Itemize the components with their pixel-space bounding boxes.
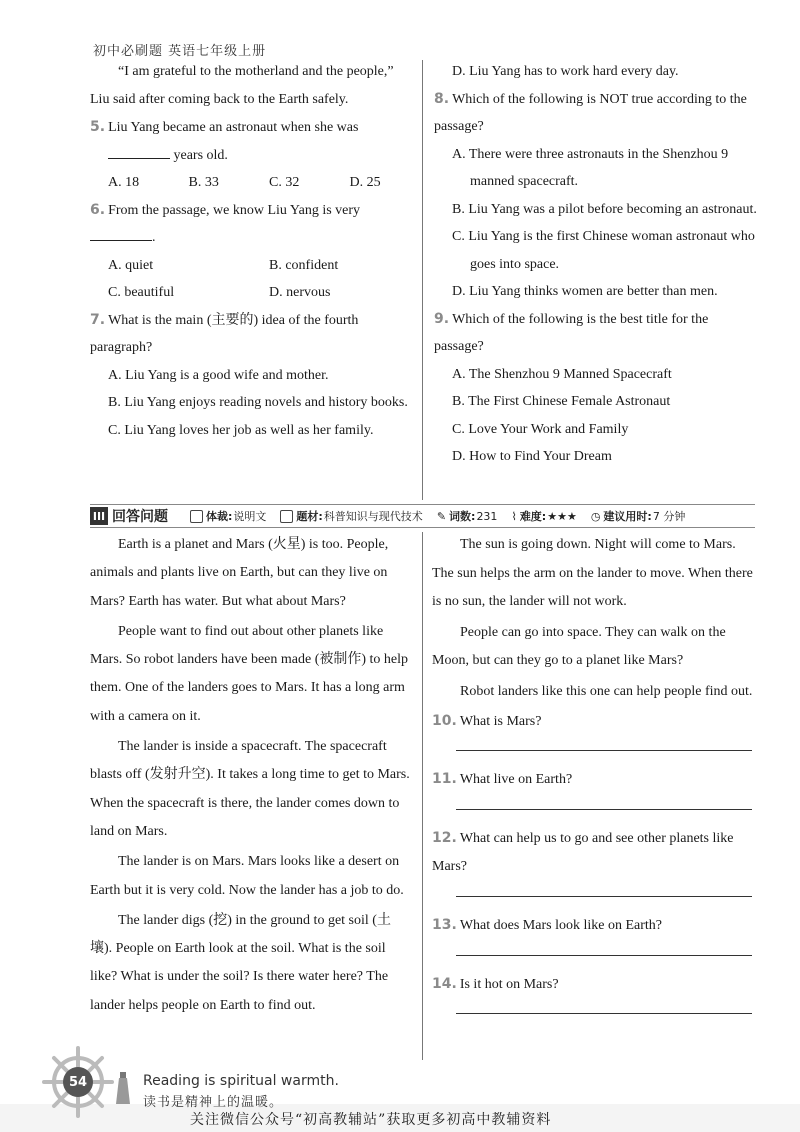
clock-icon: ◷ <box>590 509 601 523</box>
option-b[interactable]: B. The First Chinese Female Astronaut <box>452 394 671 409</box>
page-number: 54 <box>63 1067 93 1097</box>
section-header-bar <box>90 504 755 528</box>
section-badge: III <box>90 507 108 525</box>
options-row <box>90 169 412 197</box>
question-number: 9. <box>434 310 450 327</box>
chart-icon: ⌇ <box>511 509 517 523</box>
question-7 <box>90 307 412 362</box>
answer-line[interactable] <box>456 1013 752 1014</box>
passage-right-column <box>432 531 758 1014</box>
passage-paragraph: Earth is a planet and Mars (火星) is too. People, animals and plants live on Earth, but can they live on Mars? Earth has water. But what about Mars? <box>90 537 389 609</box>
question-6: 6. From the passage, we know Liu Yang is very . <box>90 201 361 245</box>
difficulty-meta: ⌇ 难度: ★★★ <box>511 509 577 523</box>
option-b[interactable]: B. Liu Yang enjoys reading novels and history books. <box>108 395 408 410</box>
question-10: 10. What is Mars? <box>432 712 542 729</box>
question-8 <box>434 86 760 141</box>
genre-meta: 体裁: 说明文 <box>190 508 266 524</box>
option-d[interactable]: D. 25 <box>349 175 381 190</box>
passage-paragraph: Robot landers like this one can help people find out. <box>460 683 753 699</box>
question-5-cont: years old. <box>90 142 412 170</box>
picture-icon <box>280 510 293 523</box>
motto-chinese: 读书是精神上的温暖。 <box>143 1095 284 1110</box>
question-13: 13. What does Mars look like on Earth? <box>432 916 662 933</box>
question-stem: From the passage, we know Liu Yang is very <box>108 202 361 218</box>
question-stem: What is the main (主要的) idea of the fourth paragraph? <box>90 312 359 355</box>
option-a[interactable]: A. There were three astronauts in the Shenzhou 9 manned spacecraft. <box>452 146 729 189</box>
passage-quote: “I am grateful to the motherland and the people,” Liu said after coming back to the Earth safely. <box>90 64 394 107</box>
question-9 <box>434 306 760 361</box>
lighthouse-icon <box>112 1070 134 1106</box>
footer-note: 关注微信公众号“初高教辅站”获取更多初高中教辅资料 <box>190 1112 552 1128</box>
time-meta: ◷ 建议用时: 7 分钟 <box>590 509 686 523</box>
answer-blank <box>108 144 170 159</box>
question-stem: Liu Yang became an astronaut when she was <box>108 120 359 135</box>
option-c[interactable]: C. Love Your Work and Family <box>452 421 629 437</box>
option-c[interactable]: C. Liu Yang loves her job as well as her family. <box>108 422 374 438</box>
passage-paragraph: The lander is on Mars. Mars looks like a desert on Earth but it is very cold. Now the lander has a job to do. <box>90 854 404 898</box>
question-11: 11. What live on Earth? <box>432 771 573 788</box>
passage-left-column <box>90 531 412 1020</box>
column-divider <box>422 532 423 1060</box>
question-12: 12. What can help us to go and see other planets like Mars? <box>432 829 734 875</box>
passage-paragraph: The lander is inside a spacecraft. The spacecraft blasts off (发射升空). It takes a long time to get to Mars. When the spacecraft is there, the lander comes down to land on Mars. <box>90 739 410 839</box>
option-d[interactable]: D. Liu Yang thinks women are better than men. <box>452 284 718 299</box>
option-b[interactable]: B. confident <box>269 257 339 273</box>
question-number: 7. <box>90 311 106 328</box>
pen-icon: ✎ <box>436 509 447 523</box>
option-c[interactable]: C. 32 <box>269 175 300 190</box>
question-number: 6. <box>90 201 106 218</box>
option-a[interactable]: A. quiet <box>108 257 154 273</box>
question-number: 5. <box>90 119 106 135</box>
top-right-column <box>434 58 760 471</box>
option-a[interactable]: A. Liu Yang is a good wife and mother. <box>108 367 329 383</box>
options-row <box>90 252 412 280</box>
question-number: 8. <box>434 90 450 107</box>
question-stem: Which of the following is NOT true according to the passage? <box>434 91 747 134</box>
section-title: 回答问题 <box>112 509 168 525</box>
option-d[interactable]: D. How to Find Your Dream <box>452 449 612 464</box>
motto-english: Reading is spiritual warmth. <box>143 1073 339 1089</box>
passage-paragraph: The lander digs (挖) in the ground to get soil (土壤). People on Earth look at the soil. What is the soil like? What is under the soil? Is there water here? The lander helps people on Earth to find out. <box>90 912 391 1013</box>
option-d[interactable]: D. Liu Yang has to work hard every day. <box>452 64 679 79</box>
options-row <box>90 279 412 307</box>
passage-paragraph: People want to find out about other planets like Mars. So robot landers have been made (被制作) to help them. One of the landers goes to Mars. It has a long arm with a camera on it. <box>90 623 409 724</box>
option-c[interactable]: C. beautiful <box>108 285 175 300</box>
word-count-meta: ✎ 词数: 231 <box>436 509 498 523</box>
question-stem: Which of the following is the best title for the passage? <box>434 311 709 354</box>
passage-paragraph: People can go into space. They can walk on the Moon, but can they go to a planet like Mars? <box>432 624 726 669</box>
column-divider <box>422 60 423 500</box>
question-14: 14. Is it hot on Mars? <box>432 975 559 992</box>
question-5 <box>90 114 412 142</box>
option-b[interactable]: B. Liu Yang was a pilot before becoming an astronaut. <box>452 201 757 217</box>
page-header-title: 初中必刷题 英语七年级上册 <box>93 44 267 59</box>
document-icon <box>190 510 203 523</box>
option-c[interactable]: C. Liu Yang is the first Chinese woman astronaut who goes into space. <box>452 229 755 272</box>
option-a[interactable]: A. The Shenzhou 9 Manned Spacecraft <box>452 366 672 382</box>
top-left-column <box>90 58 412 444</box>
answer-blank <box>90 226 152 241</box>
passage-paragraph: The sun is going down. Night will come to Mars. The sun helps the arm on the lander to move. When there is no sun, the lander will not work. <box>432 537 753 610</box>
topic-meta: 题材: 科普知识与现代技术 <box>280 508 422 524</box>
option-b[interactable]: B. 33 <box>188 175 219 190</box>
option-a[interactable]: A. 18 <box>108 175 140 190</box>
option-d[interactable]: D. nervous <box>269 285 331 300</box>
